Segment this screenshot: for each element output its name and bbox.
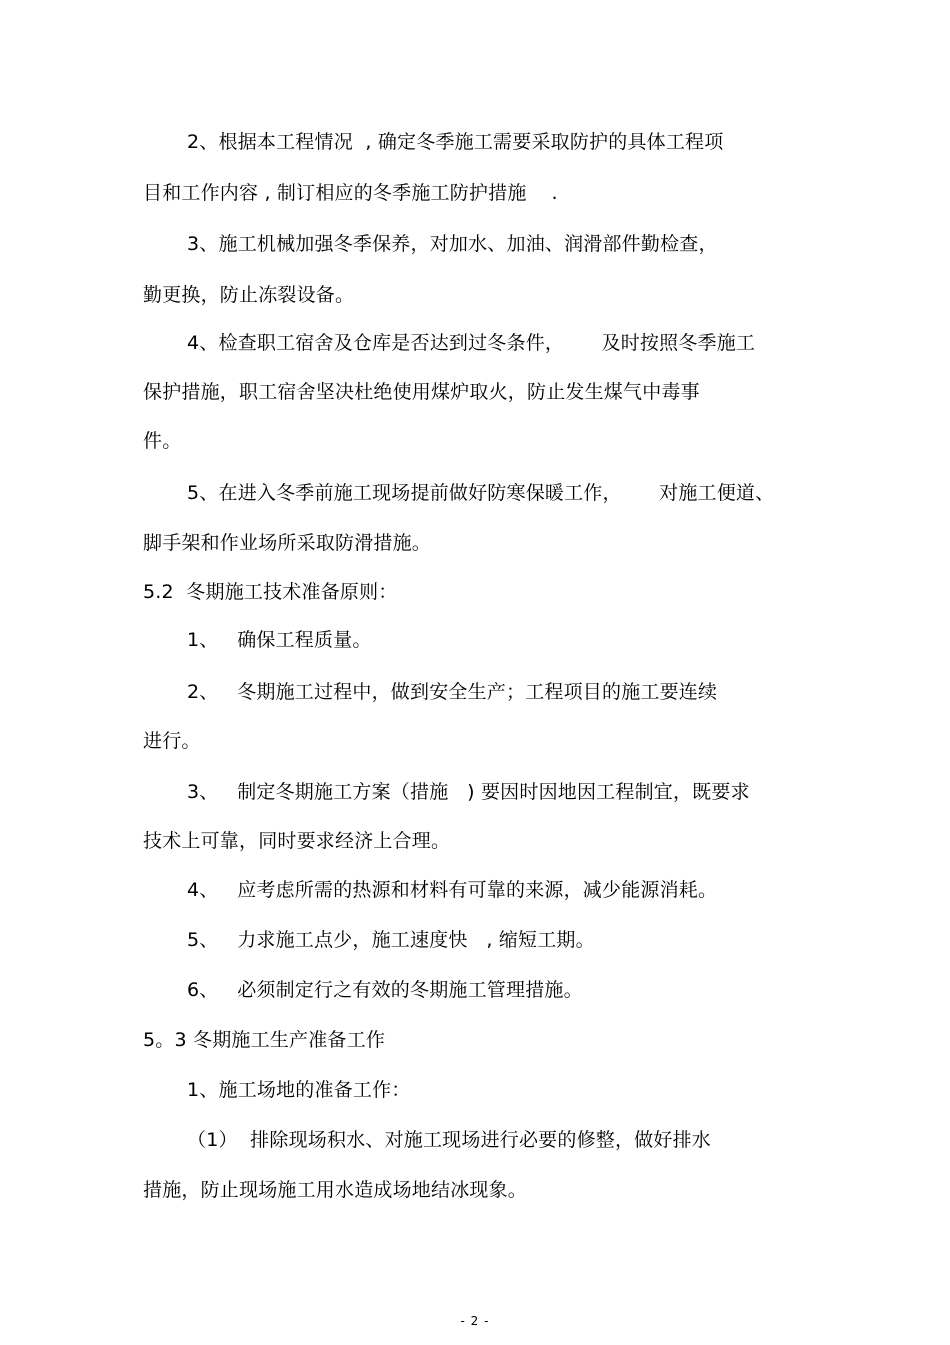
- principle-item-6: 6、 必须制定行之有效的冬期施工管理措施。: [187, 979, 583, 1001]
- subsection-heading-1: 1、施工场地的准备工作：: [187, 1079, 411, 1101]
- principle-item-3-line-1: 3、 制定冬期施工方案（措施 ) 要因时因地因工程制宜，既要求: [187, 781, 750, 803]
- site-prep-item-1-line-1: （1） 排除现场积水、对施工现场进行必要的修整，做好排水: [187, 1129, 711, 1151]
- principle-item-3-line-2: 技术上可靠，同时要求经济上合理。: [143, 830, 451, 852]
- paragraph-3-line-1: 3、施工机械加强冬季保养，对加水、加油、润滑部件勤检查，: [187, 233, 718, 255]
- site-prep-item-1-line-2: 措施，防止现场施工用水造成场地结冰现象。: [143, 1179, 528, 1201]
- principle-item-1: 1、 确保工程质量。: [187, 629, 372, 651]
- paragraph-2-line-2: 目和工作内容 , 制订相应的冬季施工防护措施 .: [143, 182, 558, 204]
- section-heading-5-2: 5.2 冬期施工技术准备原则：: [143, 581, 398, 603]
- paragraph-4-line-3: 件。: [143, 430, 182, 452]
- principle-item-4: 4、 应考虑所需的热源和材料有可靠的来源，减少能源消耗。: [187, 879, 718, 901]
- principle-item-5: 5、 力求施工点少，施工速度快 , 缩短工期。: [187, 929, 595, 951]
- section-heading-5-3: 5。3 冬期施工生产准备工作: [143, 1029, 386, 1051]
- page-number: - 2 -: [460, 1314, 490, 1328]
- paragraph-3-line-2: 勤更换，防止冻裂设备。: [143, 284, 355, 306]
- paragraph-2-line-1: 2、根据本工程情况 , 确定冬季施工需要采取防护的具体工程项: [187, 131, 724, 153]
- paragraph-5-line-1: 5、在进入冬季前施工现场提前做好防寒保暖工作， 对施工便道、: [187, 482, 775, 504]
- paragraph-5-line-2: 脚手架和作业场所采取防滑措施。: [143, 532, 432, 554]
- paragraph-4-line-1: 4、检查职工宿舍及仓库是否达到过冬条件， 及时按照冬季施工: [187, 332, 756, 354]
- principle-item-2-line-2: 进行。: [143, 730, 201, 752]
- paragraph-4-line-2: 保护措施，职工宿舍坚决杜绝使用煤炉取火，防止发生煤气中毒事: [143, 381, 700, 403]
- principle-item-2-line-1: 2、 冬期施工过程中，做到安全生产；工程项目的施工要连续: [187, 681, 718, 703]
